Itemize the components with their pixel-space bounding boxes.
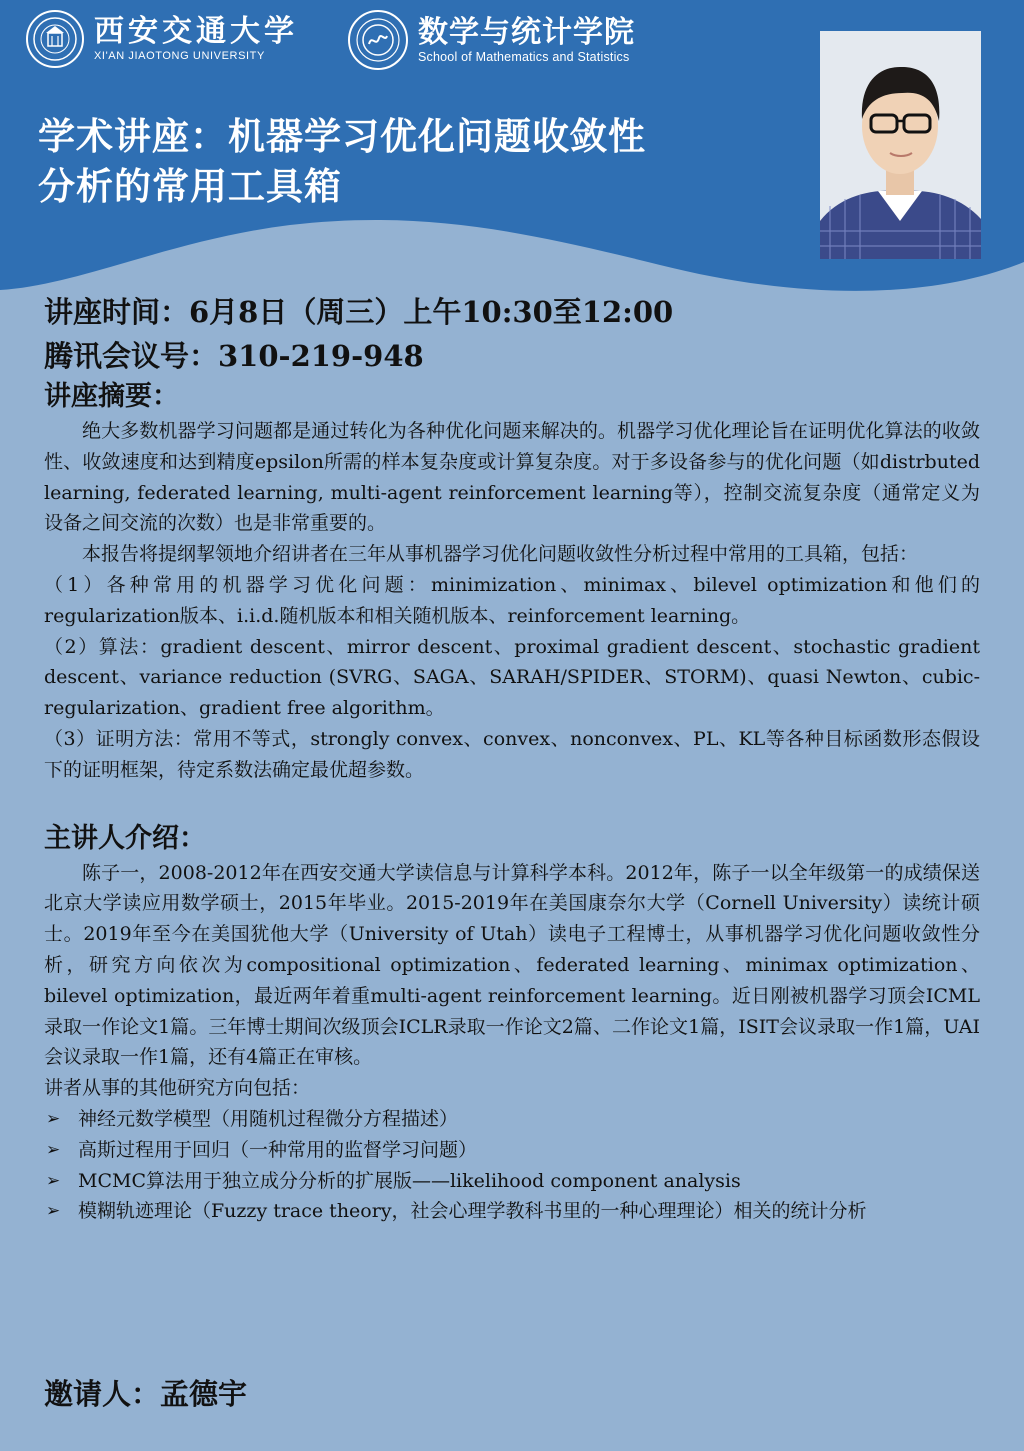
research-list bbox=[44, 1104, 980, 1227]
meeting-number: 腾讯会议号：310-219-948 bbox=[44, 339, 424, 373]
content-area bbox=[44, 290, 980, 1227]
inviter: 邀请人：孟德宇 bbox=[44, 1377, 248, 1411]
arrow-bullet-icon: ➢ bbox=[46, 1108, 61, 1129]
arrow-bullet-icon: ➢ bbox=[46, 1170, 61, 1191]
arrow-bullet-icon: ➢ bbox=[46, 1201, 61, 1222]
list-item bbox=[44, 1104, 980, 1135]
arrow-bullet-icon: ➢ bbox=[46, 1139, 61, 1160]
abstract-paragraph-1: 绝大多数机器学习问题都是通过转化为各种优化问题来解决的。机器学习优化理论旨在证明优化算法的收敛性、收敛速度和达到精度epsilon所需的样本复杂度或计算复杂度。对于多设备参与的优化问题（如distrbuted learning, federated learning, multi-agent reinforcement learning等），控制交流复杂度（通常定义为设备之间交流的次数）也是非常重要的。 bbox=[44, 420, 980, 535]
abstract-item-2: （2）算法：gradient descent、mirror descent、proximal gradient descent、stochastic gradient descent、variance reduction (SVRG、SAGA、SARAH/SPIDER、STORM)、quasi Newton、cubic-regularization、gradient free algorithm。 bbox=[44, 635, 980, 720]
abstract-heading: 讲座摘要： bbox=[44, 381, 179, 412]
university-name-en: XI'AN JIAOTONG UNIVERSITY bbox=[94, 50, 265, 62]
speaker-photo bbox=[820, 31, 981, 259]
xjtu-seal-icon bbox=[26, 10, 84, 68]
school-logo bbox=[348, 10, 635, 70]
abstract-item-3: （3）证明方法：常用不等式，strongly convex、convex、nonconvex、PL、KL等各种目标函数形态假设下的证明框架，待定系数法确定最优超参数。 bbox=[44, 727, 980, 781]
other-research-intro: 讲者从事的其他研究方向包括： bbox=[44, 1077, 311, 1100]
list-item bbox=[44, 1135, 980, 1166]
title-line-1: 学术讲座：机器学习优化问题收敛性 bbox=[38, 115, 646, 158]
speaker-heading: 主讲人介绍： bbox=[44, 822, 206, 854]
school-name-en: School of Mathematics and Statistics bbox=[418, 50, 630, 64]
speaker-bio: 陈子一，2008-2012年在西安交通大学读信息与计算科学本科。2012年，陈子一以全年级第一的成绩保送北京大学读应用数学硕士，2015年毕业。2015-2019年在美国康奈尔大学（Cornell University）读统计硕士。2019年至今在美国犹他大学（University of Utah）读电子工程博士，从事机器学习优化问题收敛性分析，研究方向依次为compositional optimization、federated learning、minimax optimization、bilevel optimization，最近两年着重multi-agent reinforcement learning。近日刚被机器学习顶会ICML录取一作论文1篇。三年博士期间次级顶会ICLR录取一作论文2篇、二作论文1篇，ISIT会议录取一作1篇，UAI会议录取一作1篇，还有4篇正在审核。 bbox=[44, 861, 980, 1069]
school-name-cn: 数学与统计学院 bbox=[418, 15, 635, 50]
list-item bbox=[44, 1196, 980, 1227]
list-item bbox=[44, 1166, 980, 1197]
xjtu-logo bbox=[26, 10, 298, 68]
header-banner bbox=[0, 0, 1024, 300]
list-item-text: 高斯过程用于回归（一种常用的监督学习问题） bbox=[78, 1138, 478, 1161]
list-item-text: 神经元数学模型（用随机过程微分方程描述） bbox=[78, 1107, 459, 1130]
abstract-item-1: （1）各种常用的机器学习优化问题：minimization、minimax、bilevel optimization和他们的regularization版本、i.i.d.随机版本和相关随机版本、reinforcement learning。 bbox=[44, 573, 980, 627]
sms-seal-icon bbox=[348, 10, 408, 70]
page-title bbox=[38, 112, 798, 212]
lecture-time: 讲座时间：6月8日（周三）上午10:30至12:00 bbox=[44, 295, 674, 329]
abstract-paragraph-2: 本报告将提纲挈领地介绍讲者在三年从事机器学习优化问题收敛性分析过程中常用的工具箱，包括： bbox=[82, 543, 919, 566]
list-item-text: MCMC算法用于独立成分分析的扩展版——likelihood component analysis bbox=[78, 1169, 741, 1192]
list-item-text: 模糊轨迹理论（Fuzzy trace theory，社会心理学教科书里的一种心理理论）相关的统计分析 bbox=[78, 1200, 867, 1223]
university-name-cn: 西安交通大学 bbox=[94, 14, 298, 49]
title-line-2: 分析的常用工具箱 bbox=[38, 165, 342, 208]
